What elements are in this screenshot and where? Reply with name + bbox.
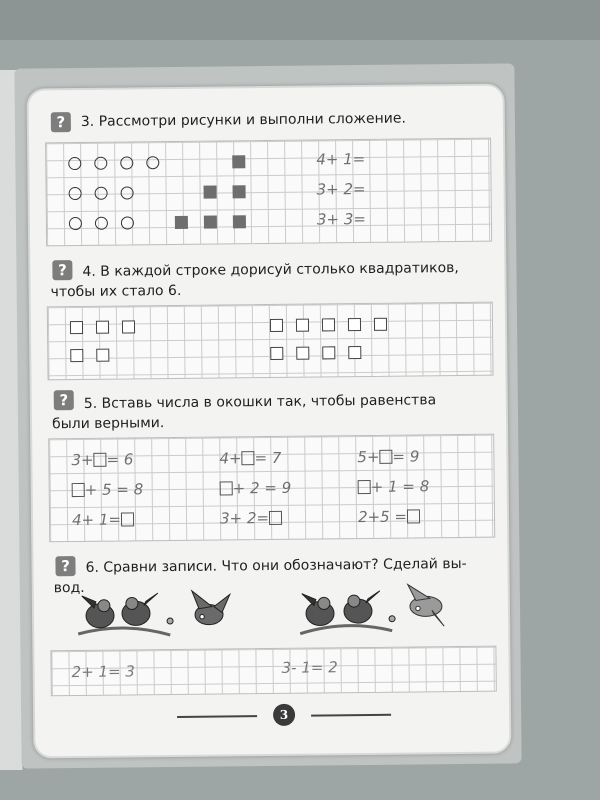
outline-square	[96, 321, 109, 334]
task-4-grid	[47, 302, 494, 381]
divider-right	[311, 714, 391, 716]
birds-illustration	[74, 582, 455, 648]
filled-square	[233, 185, 246, 198]
filled-square	[204, 186, 217, 199]
equation-part: + 5 = 8	[84, 480, 144, 499]
equation-part: = 9	[392, 447, 420, 466]
equation	[357, 447, 419, 466]
task-5-grid	[48, 434, 495, 543]
answer-box[interactable]	[407, 509, 420, 523]
outline-square	[270, 347, 283, 360]
outline-square	[70, 321, 83, 334]
question-icon: ?	[51, 112, 71, 132]
equation-part: 4+	[219, 449, 242, 468]
answer-box[interactable]	[93, 453, 106, 467]
answer-box[interactable]	[220, 481, 233, 495]
equation	[358, 477, 430, 496]
equation-part: 3+ 2=	[219, 509, 270, 528]
task-6-line-1: 6. Сравни записи. Что они обозначают? Сделай вы-	[85, 555, 467, 576]
circle	[146, 156, 159, 169]
divider-left	[177, 715, 257, 717]
outline-square	[270, 319, 283, 332]
filled-square	[175, 216, 188, 229]
equation: 3- 1= 2	[281, 658, 338, 677]
circle	[95, 187, 108, 200]
circle	[120, 156, 133, 169]
equation	[219, 449, 281, 468]
equation-part: = 7	[254, 448, 282, 468]
task-3-grid	[45, 138, 492, 247]
circle	[95, 217, 108, 230]
task-4-line-2: чтобы их стало 6.	[50, 282, 182, 301]
outline-square	[96, 349, 109, 362]
task-5-line-1: 5. Вставь числа в окошки так, чтобы равенства	[83, 392, 437, 412]
outline-square	[70, 349, 83, 362]
outline-square	[348, 346, 361, 359]
page-number: 3	[273, 704, 295, 726]
equation: 4+ 1=	[316, 149, 366, 169]
equation-part: 2+5 =	[357, 507, 408, 527]
equation-part: 3+	[71, 450, 94, 470]
equation: 3+ 3=	[316, 209, 366, 229]
flying-bird-2	[408, 584, 444, 626]
equation	[220, 509, 282, 528]
equation-part: + 1 = 8	[370, 477, 430, 496]
answer-box[interactable]	[379, 450, 392, 464]
filled-square	[204, 216, 217, 229]
task-3-text: 3. Рассмотри рисунки и выполни сложение.	[80, 110, 406, 130]
circle	[68, 157, 81, 170]
outline-square	[296, 347, 309, 360]
task-6-grid	[50, 646, 496, 697]
outline-square	[296, 319, 309, 332]
circle	[94, 157, 107, 170]
equation	[220, 479, 292, 498]
circle	[69, 217, 82, 230]
birds-on-branch-2	[300, 591, 395, 634]
question-icon: ?	[54, 390, 74, 410]
outline-square	[322, 318, 335, 331]
outline-square	[348, 318, 361, 331]
question-icon: ?	[52, 260, 72, 280]
equation	[72, 480, 144, 499]
circle	[121, 216, 134, 229]
flying-bird-1	[192, 590, 230, 624]
answer-box[interactable]	[72, 483, 85, 497]
workbook-page	[27, 84, 512, 759]
outline-square	[322, 346, 335, 359]
circle	[69, 187, 82, 200]
answer-box[interactable]	[358, 480, 371, 494]
task-6-line-2: вод.	[53, 579, 85, 597]
outline-square	[374, 318, 387, 331]
circle	[121, 186, 134, 199]
task-5-line-2: были верными.	[51, 415, 165, 433]
equation-part: = 6	[106, 450, 134, 469]
equation: 3+ 2=	[316, 179, 366, 199]
answer-box[interactable]	[121, 512, 134, 526]
birds-on-branch-1	[78, 593, 173, 636]
task-4-line-1: 4. В каждой строке дорисуй столько квадратиков,	[82, 260, 459, 280]
filled-square	[233, 215, 246, 228]
equation-part: + 2 = 9	[232, 478, 292, 498]
filled-square	[232, 155, 245, 168]
equation: 2+ 1= 3	[71, 662, 136, 682]
answer-box[interactable]	[241, 451, 254, 465]
equation	[71, 450, 133, 469]
equation-part: 5+	[357, 447, 380, 467]
answer-box[interactable]	[269, 511, 282, 525]
equation	[72, 510, 134, 529]
equation	[358, 507, 420, 526]
question-icon: ?	[55, 556, 75, 576]
outline-square	[122, 320, 135, 333]
equation-part: 4+ 1=	[71, 510, 122, 530]
